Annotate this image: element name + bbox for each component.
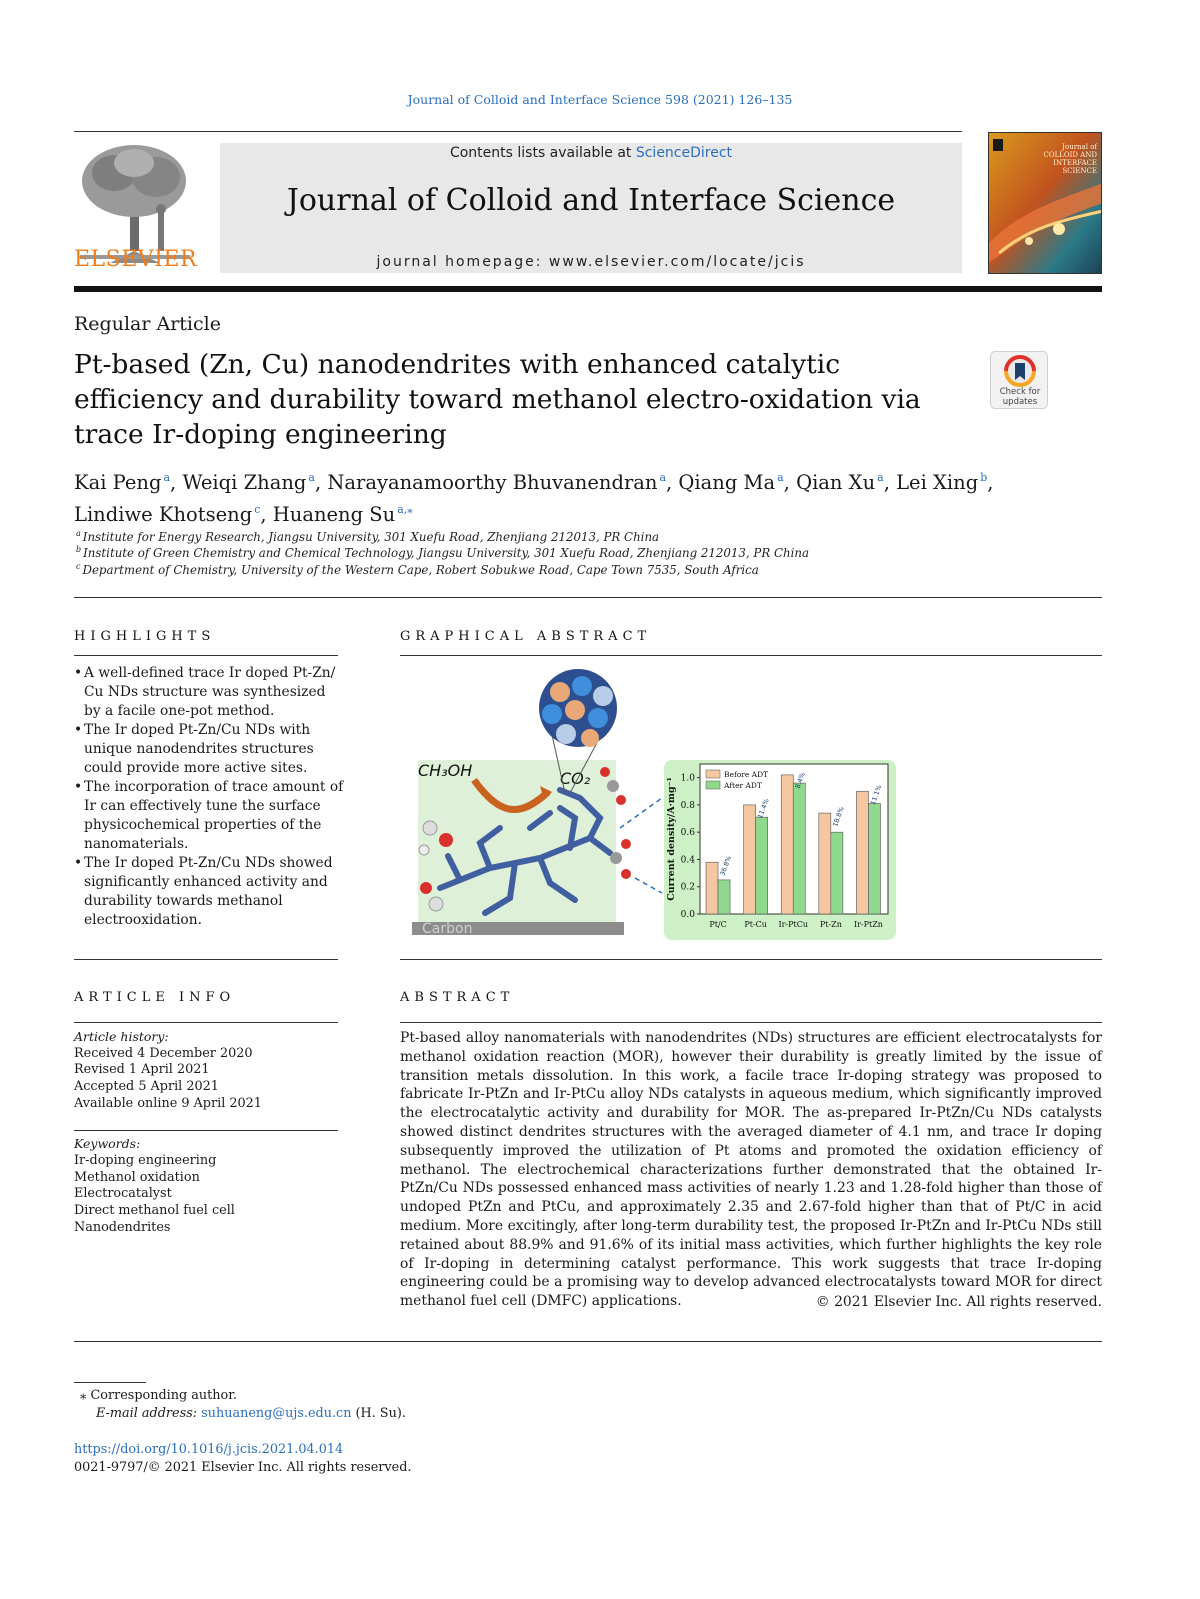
y-tick-label: 0.4 (680, 855, 695, 866)
legend-swatch (706, 781, 720, 789)
article-type: Regular Article (74, 313, 221, 335)
graphical-abstract[interactable] (400, 668, 920, 950)
elsevier-logo (74, 143, 196, 275)
y-axis-label: Current density/A·mg⁻¹ (666, 777, 677, 901)
check-updates-label: Check for updates (999, 387, 1041, 407)
bar (868, 804, 880, 914)
x-tick-label: Ir-PtZn (853, 920, 883, 929)
author[interactable]: Qian Xu $^a$ (796, 471, 884, 494)
highlights-heading: HIGHLIGHTS (74, 629, 216, 644)
x-tick-label: Pt/C (709, 920, 727, 929)
email-line: E-mail address: suhuaneng@ujs.edu.cn (H. Su). (96, 1406, 406, 1421)
journal-masthead (220, 143, 962, 273)
bar (819, 813, 831, 914)
legend-label: After ADT (724, 781, 762, 790)
pointer-line (620, 798, 662, 828)
header-bottom-rule (74, 597, 1102, 598)
highlights-rule (74, 655, 338, 656)
highlight-item: • A well-defined trace Ir doped Pt-Zn/ Cu NDs structure was synthesized by a facile one-pot method. (74, 664, 344, 721)
contents-line: Contents lists available at ScienceDirect (449, 145, 733, 161)
check-for-updates-button[interactable] (990, 351, 1048, 409)
bar-data-label: 11.4% (756, 797, 771, 820)
author[interactable]: Narayanamoorthy Bhuvanendran $^a$ (327, 471, 667, 494)
abstract-text: Pt-based alloy nanomaterials with nanodendrites (NDs) structures are efficient electrocatalysts for methanol oxidation reaction (MOR), however their durability is greatly limited by the issue of transition metals dissolution. In this work, a facile trace Ir-doping strategy was proposed to fabricate Ir-PtZn and Ir-PtCu alloy NDs catalysts in aqueous medium, which significantly improved the electrocatalytic activity and durability for MOR. The as-prepared Ir-PtZn/Cu NDs catalysts showed distinct dendrites structures with the averaged diameter of 4.1 nm, and trace Ir doping subsequently improved the utilization of Pt atoms and promoted the oxidation efficiency of methanol. The electrochemical characterizations further demonstrated that the obtained Ir-PtZn/Cu NDs possessed enhanced mass activities of nearly 1.23 and 1.28-fold higher than those of undoped PtZn and PtCu, and approximately 2.35 and 2.67-fold higher than that of Pt/C in acid medium. More excitingly, after long-term durability test, the proposed Ir-PtZn and Ir-PtCu NDs still retained about 88.9% and 91.6% of its initial mass activities, which further highlights the key role of Ir-doping in determining catalyst performance. This work suggests that trace Ir-doping engineering could be a promising way to develop advanced electrocatalysts toward MOR for direct methanol fuel cell (DMFC) applications. (400, 1030, 1102, 1310)
corresponding-author-note: ⁎ Corresponding author. (80, 1388, 237, 1403)
keyword: Nanodendrites (74, 1220, 171, 1235)
x-tick-label: Pt-Zn (819, 920, 842, 929)
history-label: Article history: (74, 1029, 169, 1044)
cover-title: Journal of COLLOID AND INTERFACE SCIENCE (1043, 143, 1097, 175)
author-list: Kai Peng $^a$, Weiqi Zhang $^a$, Narayanamoorthy Bhuvanendran $^a$, Qiang Ma $^a$, Qian Xu $^a$, Lei Xing $^b$, Lindiwe Khotseng $^c$, Huaneng Su $^{a,⁎}$ (74, 471, 994, 526)
x-tick-label: Pt-Cu (744, 920, 767, 929)
bar (781, 775, 793, 914)
legend-swatch (706, 770, 720, 778)
highlight-item: • The Ir doped Pt-Zn/Cu NDs showed significantly enhanced activity and durability towards methanol electrooxidation. (74, 854, 344, 930)
legend-label: Before ADT (724, 770, 769, 779)
article-info-rule (74, 1022, 338, 1023)
keyword: Ir-doping engineering (74, 1153, 217, 1168)
affiliation: $^c$ Department of Chemistry, University of the Western Cape, Robert Sobukwe Road, Cape Town 7535, South Africa (76, 562, 759, 577)
elsevier-wordmark: ELSEVIER (74, 247, 198, 272)
bar-data-label: 18.8% (831, 805, 846, 828)
email-link[interactable]: suhuaneng@ujs.edu.cn (201, 1406, 352, 1421)
bar (744, 805, 756, 914)
header-rule (74, 131, 962, 132)
bar (706, 862, 718, 914)
pointer-line (635, 878, 662, 893)
keywords-label: Keywords: (74, 1136, 141, 1151)
running-head[interactable]: Journal of Colloid and Interface Science 598 (2021) 126–135 (407, 92, 793, 107)
author[interactable]: Qiang Ma $^a$ (678, 471, 784, 494)
journal-homepage[interactable]: journal homepage: www.elsevier.com/locate/jcis (376, 254, 806, 270)
carbon-label: Carbon (422, 921, 473, 937)
article-title: Pt-based (Zn, Cu) nanodendrites with enhanced catalytic efficiency and durability toward methanol electro-oxidation via trace Ir-doping engineering (74, 349, 921, 450)
history-item: Received 4 December 2020 (74, 1046, 253, 1061)
history-item: Accepted 5 April 2021 (74, 1079, 219, 1094)
journal-cover[interactable] (988, 132, 1102, 274)
keywords-rule (74, 1130, 338, 1131)
y-tick-label: 1.0 (680, 773, 695, 784)
issn-line: 0021-9797/© 2021 Elsevier Inc. All rights reserved. (74, 1460, 412, 1475)
footnote-rule (74, 1382, 146, 1383)
highlights-list (74, 664, 344, 930)
graphical-abstract-rule (400, 655, 1102, 656)
graphical-abstract-bottom-rule (400, 959, 1102, 960)
bar-data-label: 36.8% (718, 854, 734, 877)
masthead-rule (74, 286, 1102, 292)
bar (718, 880, 730, 914)
abstract-heading: ABSTRACT (400, 990, 515, 1005)
methanol-label: CH₃OH (418, 761, 473, 780)
abstract-rule (400, 1022, 1102, 1023)
author[interactable]: Weiqi Zhang $^a$ (182, 471, 315, 494)
doi-link[interactable]: https://doi.org/10.1016/j.jcis.2021.04.014 (74, 1442, 344, 1457)
affiliation: $^b$ Institute of Green Chemistry and Chemical Technology, Jiangsu University, 301 Xuefu Road, Zhenjiang 212013, PR China (76, 545, 810, 560)
affiliation: $^a$ Institute for Energy Research, Jiangsu University, 301 Xuefu Road, Zhenjiang 212013, PR China (76, 529, 660, 544)
author[interactable]: Kai Peng $^a$ (74, 471, 171, 494)
graphical-abstract-figure (400, 668, 920, 950)
keyword: Electrocatalyst (74, 1186, 172, 1201)
y-tick-label: 0.0 (680, 910, 695, 920)
bar-data-label: 8.4% (793, 771, 807, 790)
y-tick-label: 0.2 (680, 882, 695, 893)
bar (793, 783, 805, 914)
footer-rule (74, 1341, 1102, 1342)
x-tick-label: Ir-PtCu (778, 920, 809, 929)
highlights-bottom-rule (74, 959, 338, 960)
keyword: Direct methanol fuel cell (74, 1203, 235, 1218)
author[interactable]: Huaneng Su $^{a,⁎}$ (272, 503, 413, 526)
highlight-item: • The Ir doped Pt-Zn/Cu NDs with unique nanodendrites structures could provide more active sites. (74, 721, 344, 778)
bar (856, 791, 868, 914)
author[interactable]: Lei Xing $^b$ (896, 471, 988, 494)
bar-data-label: 11.1% (868, 783, 884, 806)
abstract-copyright: © 2021 Elsevier Inc. All rights reserved. (815, 1294, 1102, 1310)
bookmark-icon (991, 354, 1049, 390)
graphical-abstract-heading: GRAPHICAL ABSTRACT (400, 629, 652, 644)
bar (756, 817, 768, 914)
keyword: Methanol oxidation (74, 1170, 200, 1185)
y-tick-label: 0.8 (680, 800, 695, 811)
history-item: Revised 1 April 2021 (74, 1062, 210, 1077)
highlight-item: • The incorporation of trace amount of Ir can effectively tune the surface physicochemical properties of the nanomaterials. (74, 778, 344, 854)
co2-label: CO₂ (560, 769, 591, 788)
author[interactable]: Lindiwe Khotseng $^c$ (74, 503, 261, 526)
bar (831, 832, 843, 914)
sciencedirect-link[interactable]: ScienceDirect (635, 145, 733, 161)
article-info-heading: ARTICLE INFO (74, 990, 236, 1005)
history-item: Available online 9 April 2021 (74, 1096, 262, 1111)
y-tick-label: 0.6 (680, 828, 695, 839)
journal-name: Journal of Colloid and Interface Science (286, 183, 896, 218)
